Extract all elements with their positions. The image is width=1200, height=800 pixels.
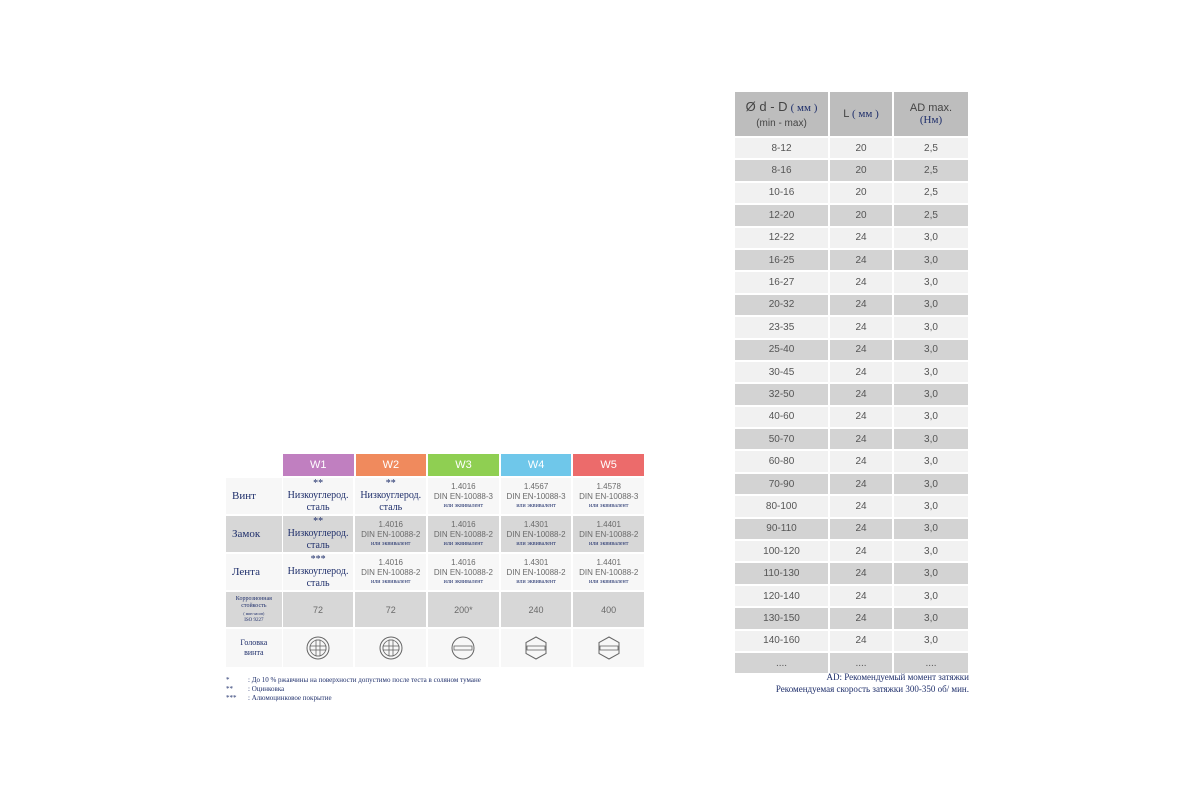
cell [573, 478, 644, 514]
dimension-row [735, 138, 970, 158]
dimension-row [735, 384, 970, 404]
diameter-cell: 120-140 [735, 586, 828, 606]
row-label [226, 592, 282, 627]
slot-head-icon [596, 635, 622, 661]
dimension-row [735, 407, 970, 427]
dimension-row [735, 295, 970, 315]
length-cell: 24 [830, 228, 892, 248]
length-cell: 24 [830, 384, 892, 404]
cell [355, 478, 426, 514]
corrosion-value: 72 [283, 592, 354, 627]
torque-cell: 3,0 [894, 563, 968, 583]
diameter-cell: 80-100 [735, 496, 828, 516]
col-w3: W3 [428, 454, 499, 476]
footnote-text: : Алюмоцинковое покрытие [248, 694, 332, 702]
note-speed: Рекомендуемая скорость затяжки 300-350 об/ мин. [775, 684, 969, 694]
diameter-cell: 25-40 [735, 340, 828, 360]
torque-cell: 3,0 [894, 608, 968, 628]
cell-line: или эквивалент [588, 579, 629, 585]
cell-line: DIN EN-10088-2 [579, 568, 639, 577]
row-corrosion [226, 592, 646, 627]
cell-line: или эквивалент [516, 503, 556, 509]
diameter-cell: 10-16 [735, 183, 828, 203]
dimension-row [735, 563, 970, 583]
corrosion-value: 240 [501, 592, 572, 627]
combo-head-icon [378, 635, 404, 661]
materials-table [226, 454, 646, 667]
length-cell: 24 [830, 362, 892, 382]
torque-cell: 3,0 [894, 496, 968, 516]
diameter-cell: 40-60 [735, 407, 828, 427]
length-cell: 24 [830, 519, 892, 539]
cell [573, 629, 644, 667]
header-length [830, 92, 892, 136]
header-sub: (min - max) [756, 118, 807, 129]
torque-cell: 3,0 [894, 250, 968, 270]
length-cell: 24 [830, 295, 892, 315]
footnote-text: : Оцинковка [248, 685, 285, 693]
torque-cell: 3,0 [894, 541, 968, 561]
diameter-cell: 90-110 [735, 519, 828, 539]
length-cell: 24 [830, 317, 892, 337]
cell-line: *** [310, 554, 326, 565]
diameter-cell: 100-120 [735, 541, 828, 561]
cell-line: DIN EN-10088-2 [579, 530, 639, 539]
dimension-row [735, 519, 970, 539]
header-line [735, 99, 828, 114]
header-text: L [843, 108, 849, 120]
cell-line: ** [385, 478, 396, 489]
dimensions-body [735, 138, 970, 673]
dimension-row [735, 429, 970, 449]
dimensions-header [735, 92, 970, 136]
cell-line: или эквивалент [371, 579, 411, 585]
cell-line: 1.4016 [378, 520, 403, 529]
length-cell: .... [830, 653, 892, 673]
length-cell: 20 [830, 160, 892, 180]
col-w4: W4 [501, 454, 572, 476]
torque-cell: 3,0 [894, 451, 968, 471]
diameter-cell: 60-80 [735, 451, 828, 471]
label-line: стойкость [241, 602, 267, 609]
diameter-cell: 23-35 [735, 317, 828, 337]
cell-line: или эквивалент [443, 541, 484, 547]
cell-line: 1.4401 [596, 558, 621, 567]
torque-cell: .... [894, 653, 968, 673]
torque-cell: 2,5 [894, 183, 968, 203]
footnote-key: ** [226, 685, 233, 693]
cell-line: 1.4301 [523, 558, 549, 567]
torque-cell: 3,0 [894, 519, 968, 539]
header-diameter [735, 92, 828, 136]
cell [501, 554, 572, 590]
cell [573, 554, 644, 590]
dimension-row [735, 451, 970, 471]
cell [355, 629, 426, 667]
label-line: ( мин часов) [243, 610, 265, 616]
cell-line: Низкоуглерод. [287, 490, 349, 501]
diameter-cell: 110-130 [735, 563, 828, 583]
torque-cell: 2,5 [894, 138, 968, 158]
cell-line: 1.4016 [378, 558, 403, 567]
torque-cell: 3,0 [894, 384, 968, 404]
length-cell: 24 [830, 407, 892, 427]
cell-line: DIN EN-10088-2 [506, 568, 566, 577]
materials-header [283, 454, 646, 476]
length-cell: 24 [830, 250, 892, 270]
cell [428, 516, 499, 552]
dimension-row [735, 340, 970, 360]
cell [355, 516, 426, 552]
row-label: Винт [226, 478, 282, 514]
length-cell: 20 [830, 205, 892, 225]
dimension-row [735, 608, 970, 628]
torque-cell: 2,5 [894, 205, 968, 225]
dimensions-notes [776, 671, 969, 695]
cell-line: DIN EN-10088-3 [579, 492, 639, 501]
torque-cell: 2,5 [894, 160, 968, 180]
diameter-cell: 50-70 [735, 429, 828, 449]
cell [283, 629, 354, 667]
torque-cell: 3,0 [894, 272, 968, 292]
diameter-cell: 12-20 [735, 205, 828, 225]
diameter-cell: 16-25 [735, 250, 828, 270]
cell-line: или эквивалент [516, 541, 556, 547]
col-w1: W1 [283, 454, 354, 476]
torque-cell: 3,0 [894, 362, 968, 382]
col-w2: W2 [356, 454, 427, 476]
diameter-cell: 30-45 [735, 362, 828, 382]
header-text: Ø d - D [745, 99, 788, 114]
cell-line: 1.4016 [451, 558, 476, 567]
footnote-text: : До 10 % ржавчины на поверхности допустимо после теста в соляном тумане [248, 676, 481, 684]
cell-line: 1.4567 [523, 482, 549, 491]
col-w5: W5 [573, 454, 644, 476]
label-line: Коррозионная [235, 595, 272, 602]
corrosion-value: 72 [355, 592, 426, 627]
header-unit: (Нм) [919, 114, 943, 126]
cell-line: или эквивалент [588, 541, 629, 547]
torque-cell: 3,0 [894, 340, 968, 360]
dimension-row [735, 228, 970, 248]
diameter-cell: 8-16 [735, 160, 828, 180]
torque-cell: 3,0 [894, 228, 968, 248]
note-torque: AD: Рекомендуемый момент затяжки [826, 672, 969, 682]
dimension-row [735, 205, 970, 225]
cell-line: 1.4016 [451, 482, 476, 491]
diameter-cell: 16-27 [735, 272, 828, 292]
dimension-row [735, 183, 970, 203]
cell [283, 478, 354, 514]
length-cell: 24 [830, 451, 892, 471]
length-cell: 24 [830, 608, 892, 628]
torque-cell: 3,0 [894, 317, 968, 337]
diameter-cell: 140-160 [735, 631, 828, 651]
cell-line: или эквивалент [443, 579, 484, 585]
combo-head-icon [305, 635, 331, 661]
cell-line: или эквивалент [516, 579, 556, 585]
cell [501, 629, 572, 667]
dimension-row [735, 586, 970, 606]
footnote [226, 694, 481, 703]
cell-line: 1.4301 [523, 520, 549, 529]
length-cell: 24 [830, 586, 892, 606]
dimension-row [735, 272, 970, 292]
diameter-cell: .... [735, 653, 828, 673]
cell-line: ** [313, 516, 324, 527]
footnotes [226, 676, 481, 703]
cell [428, 478, 499, 514]
corrosion-value: 400 [573, 592, 644, 627]
cell [283, 554, 354, 590]
diameter-cell: 12-22 [735, 228, 828, 248]
header-unit: ( мм ) [790, 102, 818, 114]
header-line [830, 108, 892, 120]
cell-line: Низкоуглерод. [287, 528, 349, 539]
label-line: винта [244, 648, 264, 657]
dimension-row [735, 160, 970, 180]
torque-cell: 3,0 [894, 295, 968, 315]
cell-line: Низкоуглерод. [287, 566, 349, 577]
torque-cell: 3,0 [894, 586, 968, 606]
cell [283, 516, 354, 552]
dimensions-table [735, 92, 970, 673]
length-cell: 24 [830, 563, 892, 583]
slot-head-icon [450, 635, 476, 661]
cell-line: сталь [306, 540, 330, 551]
length-cell: 24 [830, 429, 892, 449]
torque-cell: 3,0 [894, 474, 968, 494]
length-cell: 24 [830, 474, 892, 494]
footnote-key: *** [226, 694, 237, 702]
cell [428, 554, 499, 590]
cell-line: 1.4016 [451, 520, 476, 529]
cell-line: Низкоуглерод. [360, 490, 422, 501]
row-lenta [226, 554, 646, 590]
row-vint [226, 478, 646, 514]
cell-line: DIN EN-10088-2 [361, 530, 421, 539]
dimension-row [735, 541, 970, 561]
cell-line: DIN EN-10088-2 [506, 530, 566, 539]
cell-line: 1.4401 [596, 520, 621, 529]
cell-line: DIN EN-10088-3 [433, 492, 493, 501]
row-label [226, 629, 282, 667]
dimension-row [735, 631, 970, 651]
cell [355, 554, 426, 590]
diameter-cell: 130-150 [735, 608, 828, 628]
row-label: Замок [226, 516, 282, 552]
cell-line: или эквивалент [588, 503, 629, 509]
diameter-cell: 8-12 [735, 138, 828, 158]
cell-line: сталь [379, 502, 403, 513]
dimension-row [735, 362, 970, 382]
cell-line: или эквивалент [371, 541, 411, 547]
slot-head-icon [523, 635, 549, 661]
length-cell: 24 [830, 541, 892, 561]
cell-line: или эквивалент [443, 503, 484, 509]
diameter-cell: 20-32 [735, 295, 828, 315]
torque-cell: 3,0 [894, 407, 968, 427]
diameter-cell: 32-50 [735, 384, 828, 404]
length-cell: 24 [830, 340, 892, 360]
diameter-cell: 70-90 [735, 474, 828, 494]
cell [501, 478, 572, 514]
cell-line: сталь [306, 578, 330, 589]
dimension-row [735, 474, 970, 494]
torque-cell: 3,0 [894, 631, 968, 651]
cell-line: сталь [306, 502, 330, 513]
label-line: Головка [240, 638, 268, 647]
cell [573, 516, 644, 552]
row-label: Лента [226, 554, 282, 590]
label-line: ISO 9227 [244, 617, 264, 623]
cell-line: DIN EN-10088-3 [506, 492, 566, 501]
header-text: AD max. [909, 102, 953, 114]
torque-cell: 3,0 [894, 429, 968, 449]
row-head [226, 629, 646, 667]
length-cell: 24 [830, 272, 892, 292]
row-zamok [226, 516, 646, 552]
length-cell: 20 [830, 138, 892, 158]
cell-line: DIN EN-10088-2 [361, 568, 421, 577]
length-cell: 20 [830, 183, 892, 203]
cell-line: ** [313, 478, 324, 489]
footnote [226, 676, 481, 685]
cell-line: 1.4578 [596, 482, 621, 491]
cell [428, 629, 499, 667]
footnote [226, 685, 481, 694]
length-cell: 24 [830, 631, 892, 651]
footnote-key: * [226, 676, 230, 684]
cell-line: DIN EN-10088-2 [433, 568, 493, 577]
header-unit: ( мм ) [852, 108, 879, 120]
dimension-row [735, 250, 970, 270]
cell [501, 516, 572, 552]
dimension-row [735, 496, 970, 516]
length-cell: 24 [830, 496, 892, 516]
corrosion-value: 200* [428, 592, 499, 627]
header-torque [894, 92, 968, 136]
dimension-row [735, 317, 970, 337]
cell-line: DIN EN-10088-2 [433, 530, 493, 539]
